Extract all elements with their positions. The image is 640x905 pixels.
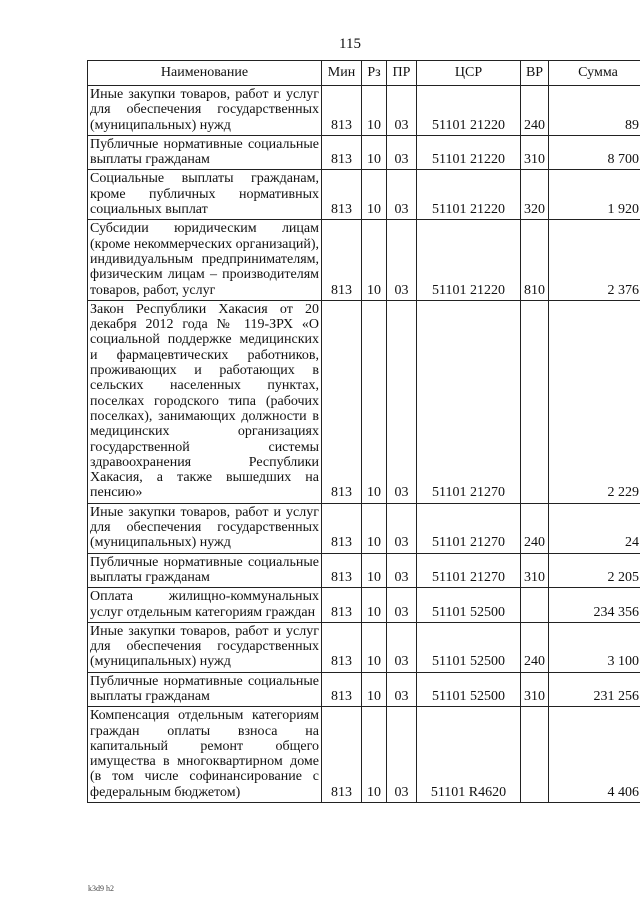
table-row bbox=[88, 672, 640, 707]
cell-name: Субсидии юридическим лицам (кроме некоммерческих организаций), индивидуальным предпринимателям, физическим лицам – производителям товаров, работ, услуг bbox=[88, 220, 322, 300]
header-min: Мин bbox=[322, 61, 362, 86]
cell-csr: 51101 21220 bbox=[417, 220, 521, 300]
cell-sum: 2 205 bbox=[549, 553, 640, 588]
cell-rz: 10 bbox=[362, 622, 387, 672]
cell-rz: 10 bbox=[362, 588, 387, 623]
cell-pr: 03 bbox=[387, 707, 417, 803]
table-row bbox=[88, 707, 640, 803]
cell-name: Оплата жилищно-коммунальных услуг отдельным категориям граждан bbox=[88, 588, 322, 623]
cell-pr: 03 bbox=[387, 588, 417, 623]
cell-rz: 10 bbox=[362, 220, 387, 300]
cell-csr: 51101 R4620 bbox=[417, 707, 521, 803]
cell-min: 813 bbox=[322, 588, 362, 623]
cell-name: Компенсация отдельным категориям граждан оплаты взноса на капитальный ремонт общего имущества в многоквартирном доме (в том числе софинансирование с федеральным бюджетом) bbox=[88, 707, 322, 803]
cell-pr: 03 bbox=[387, 503, 417, 553]
cell-rz: 10 bbox=[362, 135, 387, 170]
cell-csr: 51101 52500 bbox=[417, 672, 521, 707]
cell-vr: 240 bbox=[521, 622, 549, 672]
cell-pr: 03 bbox=[387, 220, 417, 300]
page-number: 115 bbox=[339, 36, 361, 52]
cell-csr: 51101 21220 bbox=[417, 86, 521, 136]
budget-table bbox=[87, 60, 640, 803]
cell-sum: 2 229 bbox=[549, 300, 640, 503]
cell-sum: 4 406 bbox=[549, 707, 640, 803]
cell-vr: 310 bbox=[521, 672, 549, 707]
cell-name: Иные закупки товаров, работ и услуг для обеспечения государственных (муниципальных) нужд bbox=[88, 503, 322, 553]
cell-rz: 10 bbox=[362, 170, 387, 220]
cell-pr: 03 bbox=[387, 672, 417, 707]
cell-pr: 03 bbox=[387, 170, 417, 220]
cell-pr: 03 bbox=[387, 135, 417, 170]
header-sum: Сумма bbox=[549, 61, 640, 86]
header-csr: ЦСР bbox=[417, 61, 521, 86]
table-row bbox=[88, 220, 640, 300]
cell-name: Иные закупки товаров, работ и услуг для обеспечения государственных (муниципальных) нужд bbox=[88, 622, 322, 672]
cell-vr bbox=[521, 300, 549, 503]
cell-rz: 10 bbox=[362, 672, 387, 707]
cell-vr: 240 bbox=[521, 86, 549, 136]
cell-csr: 51101 21270 bbox=[417, 503, 521, 553]
cell-min: 813 bbox=[322, 220, 362, 300]
table-row bbox=[88, 86, 640, 136]
cell-csr: 51101 52500 bbox=[417, 588, 521, 623]
cell-min: 813 bbox=[322, 622, 362, 672]
cell-min: 813 bbox=[322, 672, 362, 707]
cell-rz: 10 bbox=[362, 707, 387, 803]
cell-rz: 10 bbox=[362, 300, 387, 503]
table-row bbox=[88, 135, 640, 170]
cell-min: 813 bbox=[322, 553, 362, 588]
cell-sum: 24 bbox=[549, 503, 640, 553]
cell-min: 813 bbox=[322, 170, 362, 220]
cell-rz: 10 bbox=[362, 86, 387, 136]
table-row bbox=[88, 622, 640, 672]
cell-name: Закон Республики Хакасия от 20 декабря 2012 года № 119-ЗРХ «О социальной поддержке медицинских и фармацевтических работников, проживающих и работающих в сельских населенных пунктах, поселках городского типа (рабочих поселках), занимающих должности в медицинских организациях государственной системы здравоохранения Республики Хакасия, а также вышедших на пенсию» bbox=[88, 300, 322, 503]
cell-vr: 320 bbox=[521, 170, 549, 220]
cell-vr: 310 bbox=[521, 135, 549, 170]
cell-name: Социальные выплаты гражданам, кроме публичных нормативных социальных выплат bbox=[88, 170, 322, 220]
table-row bbox=[88, 553, 640, 588]
cell-rz: 10 bbox=[362, 503, 387, 553]
cell-min: 813 bbox=[322, 503, 362, 553]
cell-rz: 10 bbox=[362, 553, 387, 588]
cell-csr: 51101 21270 bbox=[417, 553, 521, 588]
cell-vr bbox=[521, 588, 549, 623]
header-vr: ВР bbox=[521, 61, 549, 86]
header-rz: Рз bbox=[362, 61, 387, 86]
cell-pr: 03 bbox=[387, 622, 417, 672]
cell-csr: 51101 21270 bbox=[417, 300, 521, 503]
table-row bbox=[88, 300, 640, 503]
cell-pr: 03 bbox=[387, 553, 417, 588]
cell-sum: 8 700 bbox=[549, 135, 640, 170]
cell-sum: 89 bbox=[549, 86, 640, 136]
table-row bbox=[88, 170, 640, 220]
cell-sum: 1 920 bbox=[549, 170, 640, 220]
cell-pr: 03 bbox=[387, 86, 417, 136]
cell-min: 813 bbox=[322, 707, 362, 803]
cell-vr: 810 bbox=[521, 220, 549, 300]
header-pr: ПР bbox=[387, 61, 417, 86]
cell-name: Публичные нормативные социальные выплаты гражданам bbox=[88, 135, 322, 170]
header-row bbox=[88, 61, 640, 86]
cell-sum: 231 256 bbox=[549, 672, 640, 707]
footer-code: k3d9 h2 bbox=[88, 884, 114, 893]
cell-name: Публичные нормативные социальные выплаты гражданам bbox=[88, 553, 322, 588]
table-row bbox=[88, 503, 640, 553]
cell-csr: 51101 21220 bbox=[417, 170, 521, 220]
cell-vr: 310 bbox=[521, 553, 549, 588]
cell-name: Публичные нормативные социальные выплаты гражданам bbox=[88, 672, 322, 707]
cell-min: 813 bbox=[322, 86, 362, 136]
cell-min: 813 bbox=[322, 300, 362, 503]
header-name: Наименование bbox=[88, 61, 322, 86]
cell-vr bbox=[521, 707, 549, 803]
cell-sum: 3 100 bbox=[549, 622, 640, 672]
cell-vr: 240 bbox=[521, 503, 549, 553]
cell-sum: 234 356 bbox=[549, 588, 640, 623]
table-row bbox=[88, 588, 640, 623]
cell-csr: 51101 21220 bbox=[417, 135, 521, 170]
cell-pr: 03 bbox=[387, 300, 417, 503]
cell-name: Иные закупки товаров, работ и услуг для обеспечения государственных (муниципальных) нужд bbox=[88, 86, 322, 136]
cell-csr: 51101 52500 bbox=[417, 622, 521, 672]
cell-sum: 2 376 bbox=[549, 220, 640, 300]
cell-min: 813 bbox=[322, 135, 362, 170]
